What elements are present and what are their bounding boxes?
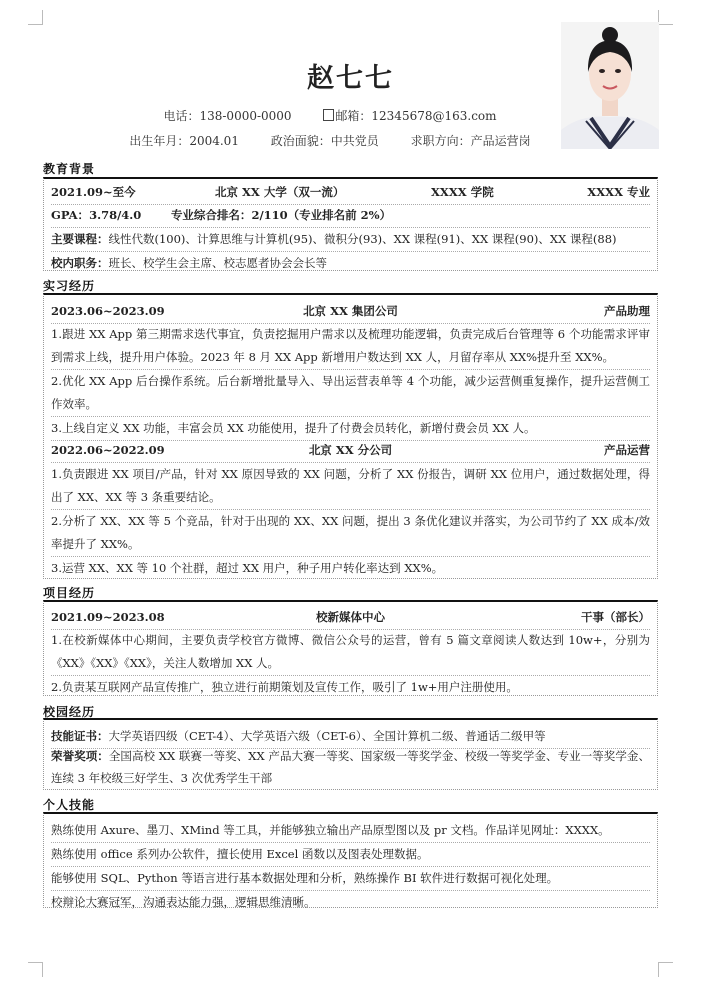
education-header-row [51, 185, 650, 205]
project-header-row [51, 610, 650, 630]
personal-info-line [100, 132, 560, 149]
job-item: 2.分析了 XX、XX 等 5 个竞品，针对于出现的 XX、XX 问题，提出 3 条优化建议并落实，为公司节约了 XX 成本/效率提升了 XX%。 [51, 510, 650, 557]
education-period: 2021.09~至今 [51, 185, 136, 199]
section-title-education: 教育背景 [43, 162, 96, 176]
project-item: 1.在校新媒体中心期间，主要负责学校官方微博、微信公众号的运营，曾有 5 篇文章阅读人数达到 10w+，分别为《XX》《XX》《XX》，关注人数增加 XX 人。 [51, 629, 650, 676]
candidate-name: 赵七七 [307, 63, 394, 94]
certificate-row: 技能证书：大学英语四级（CET-4）、大学英语六级（CET-6）、全国计算机二级、普通话二级甲等 [51, 729, 650, 749]
courses-row: 主要课程：线性代数(100)、计算思维与计算机(95)、微积分(93)、XX 课程(91)、XX 课程(90)、XX 课程(88) [51, 232, 650, 252]
job-item: 2.优化 XX App 后台操作系统。后台新增批量导入、导出运营表单等 4 个功能，减少运营侧重复操作，提升运营侧工作效率。 [51, 370, 650, 417]
section-title-internship: 实习经历 [43, 279, 96, 293]
job-role: 产品助理 [604, 304, 650, 318]
job-description [51, 323, 650, 441]
skill-item: 熟练使用 Axure、墨刀、XMind 等工具，并能够独立输出产品原型图以及 pr 文档。作品详见网址：XXXX。 [51, 819, 650, 843]
job-item: 3.上线自定义 XX 功能，丰富会员 XX 功能使用，提升了付费会员转化，新增付费会员 XX 人。 [51, 417, 650, 441]
job-item: 1.负责跟进 XX 项目/产品，针对 XX 原因导致的 XX 问题，分析了 XX 份报告，调研 XX 位用户，通过数据处理，得出了 XX、XX 等 3 条重要结论。 [51, 463, 650, 510]
email-info: 邮箱：12345678@163.com [323, 109, 496, 123]
internship-section [43, 293, 658, 579]
phone-info: 电话：138-0000-0000 [163, 109, 292, 123]
page-corner-mark [658, 10, 673, 25]
project-description [51, 629, 650, 699]
job-item: 1.跟进 XX App 第三期需求迭代事宜，负责挖掘用户需求以及梳理功能逻辑，负责完成后台管理等 6 个功能需求评审到需求上线，提升用户体验。2023 年 8 月 XX App 新增用户数达到 XX 人，月留存率从 XX%提升至 XX%。 [51, 323, 650, 370]
project-section [43, 600, 658, 696]
skills-section [43, 812, 658, 908]
duties-row: 校内职务：班长、校学生会主席、校志愿者协会会长等 [51, 256, 327, 270]
birth-info: 出生年月：2004.01 [129, 134, 239, 148]
job-company: 北京 XX 分公司 [308, 443, 393, 457]
profile-photo [561, 22, 659, 149]
project-org: 校新媒体中心 [316, 610, 385, 624]
college-name: XXXX 学院 [431, 185, 494, 199]
page-corner-mark [28, 962, 43, 977]
job-description [51, 463, 650, 580]
contact-line [100, 107, 560, 124]
skills-list [51, 819, 650, 914]
gpa-row: GPA：3.78/4.0 专业综合排名：2/110（专业排名前 2%） [51, 208, 650, 228]
job-role: 产品运营 [604, 443, 650, 457]
job-header-row [51, 304, 650, 324]
school-name: 北京 XX 大学（双一流） [215, 185, 345, 199]
page-corner-mark [658, 962, 673, 977]
job-item: 3.运营 XX、XX 等 10 个社群，超过 XX 用户，种子用户转化率达到 XX%。 [51, 561, 444, 575]
project-item: 2.负责某互联网产品宣传推广，独立进行前期策划及宣传工作，吸引了 1w+用户注册使用。 [51, 680, 518, 694]
skill-item: 校辩论大赛冠军，沟通表达能力强，逻辑思维清晰。 [51, 895, 316, 909]
skill-item: 能够使用 SQL、Python 等语言进行基本数据处理和分析，熟练操作 BI 软件进行数据可视化处理。 [51, 867, 650, 891]
job-company: 北京 XX 集团公司 [303, 304, 398, 318]
job-header-row [51, 443, 650, 463]
job-period: 2023.06~2023.09 [51, 304, 165, 318]
email-link[interactable]: 12345678@163.com [371, 109, 497, 123]
major-name: XXXX 专业 [587, 185, 650, 199]
project-period: 2021.09~2023.08 [51, 610, 165, 624]
section-title-skills: 个人技能 [43, 798, 96, 812]
project-role: 干事（部长） [581, 610, 650, 624]
section-title-campus: 校园经历 [43, 705, 96, 719]
education-section [43, 177, 658, 271]
job-period: 2022.06~2022.09 [51, 443, 165, 457]
campus-section [43, 718, 658, 790]
honor-row: 荣誉奖项：全国高校 XX 联赛一等奖、XX 产品大赛一等奖、国家级一等奖学金、校级一等奖学金、专业一等奖学金、连续 3 年校级三好学生、3 次优秀学生干部 [51, 749, 650, 785]
page-corner-mark [28, 10, 43, 25]
political-info: 政治面貌：中共党员 [270, 134, 379, 148]
email-icon [323, 109, 334, 121]
section-title-project: 项目经历 [43, 586, 96, 600]
intention-info: 求职方向：产品运营岗 [410, 134, 531, 148]
skill-item: 熟练使用 office 系列办公软件，擅长使用 Excel 函数以及图表处理数据。 [51, 843, 650, 867]
